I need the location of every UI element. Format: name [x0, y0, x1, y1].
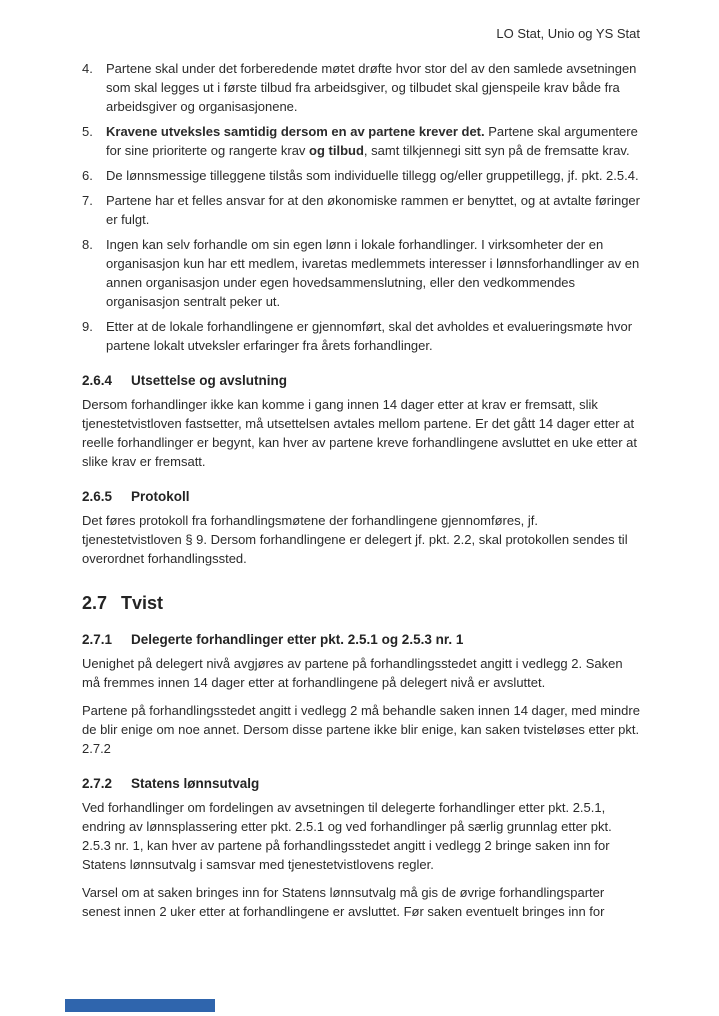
list-item-text [106, 166, 640, 185]
bold-text-run: og tilbud [309, 143, 364, 158]
list-item-number: 9. [82, 319, 93, 334]
section-number: 2.6.5 [82, 489, 113, 504]
text-run: Etter at de lokale forhandlingene er gjennomført, skal det avholdes et evalueringsmøte hvor partene lokalt utveksler erfaringer fra årets forhandlinger. [106, 319, 633, 353]
text-run: De lønnsmessige tilleggene tilstås som individuelle tillegg og/eller gruppetillegg, jf. pkt. 2.5.4. [106, 168, 639, 183]
list-item [82, 191, 640, 229]
numbered-list [82, 59, 640, 355]
paragraph: Uenighet på delegert nivå avgjøres av partene på forhandlingsstedet angitt i vedlegg 2. Saken må fremmes innen 14 dager etter at forhandlingene på delegert nivå er avsluttet. [82, 656, 623, 690]
list-item [82, 317, 640, 355]
paragraph: Det føres protokoll fra forhandlingsmøtene der forhandlingene gjennomføres, jf. tjenestetvistloven § 9. Dersom forhandlingene er delegert jf. pkt. 2.2, skal protokollen sendes til overordnet forhandlingssted. [82, 513, 628, 566]
text-run: Partene skal under det forberedende møtet drøfte hvor stor del av den samlede avsetningen som skal legges ut i første tilbud fra arbeidsgiver, og tilbudet skal gjenspeile krav både fra arbeidsgiver og organisasjonene. [106, 61, 637, 114]
section-heading [82, 488, 640, 505]
list-item-text [106, 59, 640, 116]
list-item-text [106, 317, 640, 355]
paragraph: Dersom forhandlinger ikke kan komme i gang innen 14 dager etter at krav er fremsatt, slik tjenestetvistloven fastsetter, må utsettelsen avtales mellom partene. Er det gått 14 dager etter at reelle forhandlinger er begynt, kan hver av partene kreve forhandlingene avsluttet en uke etter at slike krav er fremsatt. [82, 397, 638, 469]
list-item-text [106, 122, 640, 160]
section-heading [82, 372, 640, 389]
bold-text-run: Kravene utveksles samtidig dersom en av partene krever det. [106, 124, 485, 139]
list-item-number: 7. [82, 193, 93, 208]
section-title: Protokoll [131, 489, 190, 504]
text-run: , samt tilkjennegi sitt syn på de fremsatte krav. [363, 143, 630, 158]
list-item-number: 8. [82, 237, 93, 252]
page-header: LO Stat, Unio og YS Stat [496, 26, 640, 41]
section-number: 2.7.2 [82, 776, 113, 791]
text-run: Ingen kan selv forhandle om sin egen lønn i lokale forhandlinger. I virksomheter der en organisasjon kun har ett medlem, ivaretas medlemmets interesser i lønnsforhandlinger av en annen organisasjon under egen hovedsammenslutning, eller den vedkommendes organisasjon sentralt peker ut. [106, 237, 640, 309]
section-number: 2.7.1 [82, 632, 113, 647]
list-item-number: 5. [82, 124, 93, 139]
section-title: Tvist [121, 593, 164, 613]
paragraph: Partene på forhandlingsstedet angitt i vedlegg 2 må behandle saken innen 14 dager, med mindre de blir enige om noe annet. Dersom disse partene ikke blir enige, kan saken tvisteløses etter pkt. 2.7.2 [82, 703, 640, 756]
list-item [82, 122, 640, 160]
section-number: 2.6.4 [82, 373, 113, 388]
paragraph: Ved forhandlinger om fordelingen av avsetningen til delegerte forhandlinger etter pkt. 2.5.1, endring av lønnsplassering etter pkt. 2.5.1 og ved forhandlinger på særlig grunnlag etter pkt. 2.5.3 nr. 1, kan hver av partene på forhandlingsstedet angitt i vedlegg 2 bringe saken inn for Statens lønnsutvalg i samsvar med tjenestetvistlovens regler. [82, 800, 612, 872]
text-run: Partene skal argumentere for sine prioriterte og rangerte krav [106, 124, 638, 158]
list-item-text [106, 235, 640, 311]
section-heading [82, 592, 640, 614]
list-item [82, 166, 640, 185]
section-heading [82, 775, 640, 792]
footer-bar [65, 999, 215, 1012]
list-item-text [106, 191, 640, 229]
paragraph: Varsel om at saken bringes inn for Statens lønnsutvalg må gis de øvrige forhandlingsparter senest innen 2 uker etter at forhandlingene er avsluttet. Før saken eventuelt bringes inn for [82, 885, 605, 919]
section-title: Delegerte forhandlinger etter pkt. 2.5.1 og 2.5.3 nr. 1 [131, 632, 464, 647]
section-title: Statens lønnsutvalg [131, 776, 260, 791]
section-heading [82, 631, 640, 648]
sections [82, 372, 640, 921]
list-item-number: 4. [82, 61, 93, 76]
section-title: Utsettelse og avslutning [131, 373, 288, 388]
section-number: 2.7 [82, 593, 108, 613]
list-item [82, 59, 640, 116]
list-item [82, 235, 640, 311]
text-run: Partene har et felles ansvar for at den økonomiske rammen er benyttet, og at avtalte føringer er fulgt. [106, 193, 640, 227]
list-item-number: 6. [82, 168, 93, 183]
